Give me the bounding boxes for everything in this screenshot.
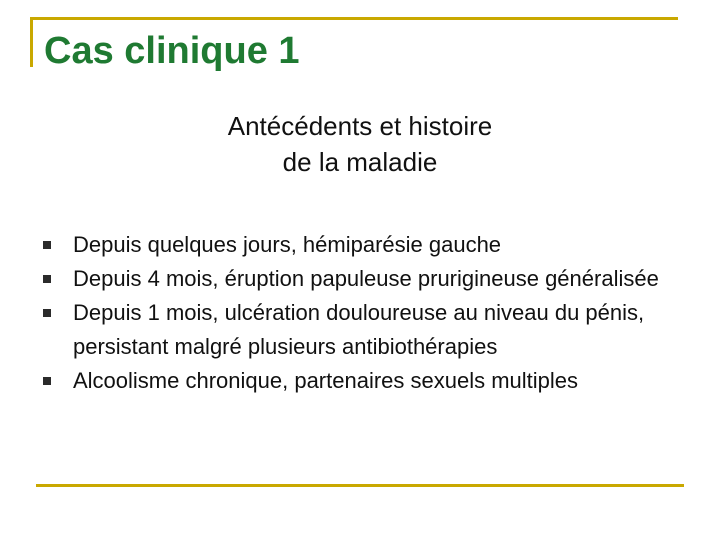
bullet-item xyxy=(36,296,696,364)
subtitle-line-1: Antécédents et histoire xyxy=(227,111,493,141)
bullet-list xyxy=(36,228,696,398)
square-bullet-icon xyxy=(43,309,51,317)
square-bullet-icon xyxy=(43,377,51,385)
square-bullet-icon xyxy=(43,275,51,283)
bullet-item xyxy=(36,262,696,296)
square-bullet-icon xyxy=(43,241,51,249)
top-rule xyxy=(30,17,678,20)
bullet-item xyxy=(36,228,696,262)
slide-title: Cas clinique 1 xyxy=(44,30,300,72)
bullet-item xyxy=(36,364,696,398)
bullet-text: Depuis quelques jours, hémiparésie gauche xyxy=(73,232,502,257)
bottom-rule xyxy=(36,484,684,487)
left-rule xyxy=(30,17,33,67)
slide-subtitle xyxy=(0,108,720,180)
bullet-text: Depuis 1 mois, ulcération douloureuse au niveau du pénis, persistant malgré plusieurs antibiothérapies xyxy=(73,300,645,359)
subtitle-line-2: de la maladie xyxy=(282,147,438,177)
bullet-text: Alcoolisme chronique, partenaires sexuels multiples xyxy=(73,368,579,393)
bullet-text: Depuis 4 mois, éruption papuleuse prurigineuse généralisée xyxy=(73,266,659,291)
